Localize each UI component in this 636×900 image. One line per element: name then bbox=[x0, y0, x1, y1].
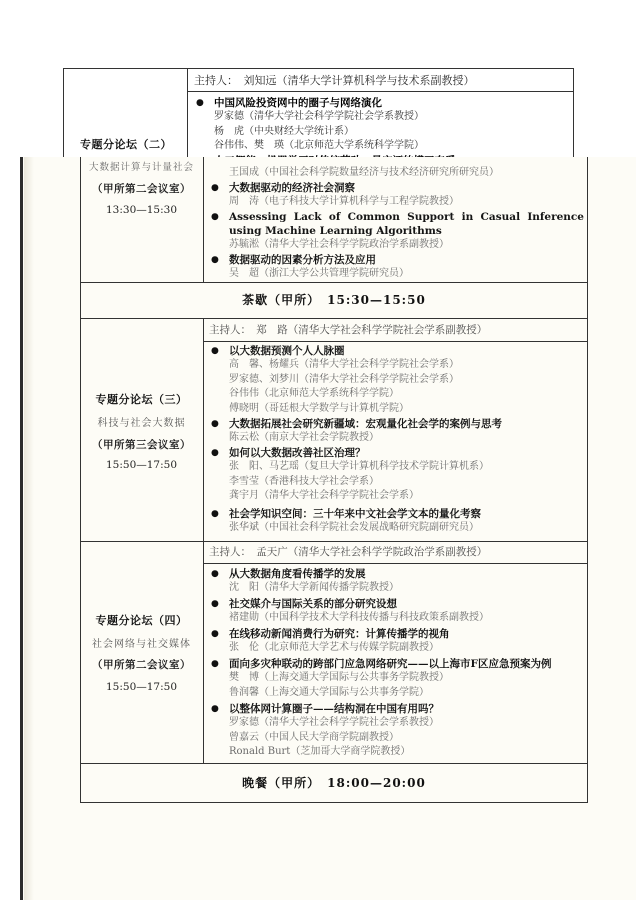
talk-speaker: 张 伦（北京师范大学艺术与传媒学院副教授） bbox=[229, 642, 439, 653]
rear-talk-speaker: 杨 虎（中央财经大学统计系） bbox=[214, 125, 354, 137]
talk-title: ● 数据驱动的因素分析方法及应用 bbox=[209, 253, 584, 267]
talk-title: ● 从大数据角度看传播学的发展 bbox=[209, 567, 584, 581]
tea-break-row: 茶歇（甲所） 15:30—15:50 bbox=[242, 293, 426, 307]
talk-speaker: 谷伟伟（北京师范大学系统科学学院） bbox=[229, 388, 399, 399]
forum2-talk bbox=[209, 166, 584, 181]
forum3-right-cell bbox=[203, 318, 588, 541]
talk-speaker: 罗家德、刘梦川（清华大学社会科学学院社会学系） bbox=[229, 373, 459, 385]
forum2-talk bbox=[209, 210, 584, 253]
forum4-talk bbox=[209, 627, 584, 656]
forum3-left-cell bbox=[80, 318, 203, 541]
rear-host-line: 主持人： 刘知远（清华大学计算机科学与技术系副教授） bbox=[188, 69, 573, 92]
rear-talk bbox=[194, 96, 569, 167]
dinner-row: 晚餐（甲所） 18:00—20:00 bbox=[242, 776, 426, 790]
talk-title: ● 社会学知识空间：三十年来中文社会学文本的量化考察 bbox=[209, 507, 584, 521]
forum2-room: （甲所第二会议室） bbox=[92, 183, 191, 195]
forum2-left-cell bbox=[80, 157, 203, 282]
rear-talk-speaker: 谷伟伟、樊 瑛（北京师范大学系统科学学院） bbox=[214, 140, 424, 151]
talk-speaker: 沈 阳（清华大学新闻传播学院教授） bbox=[229, 582, 399, 593]
talk-speaker: 龚宇月（清华大学社会科学学院社会学系） bbox=[229, 490, 419, 501]
rear-talk-title: ● 中国风险投资网中的圈子与网络演化 bbox=[194, 96, 569, 110]
forum2-talk bbox=[209, 253, 584, 282]
talk-speaker: Ronald Burt（芝加哥大学商学院教授） bbox=[229, 746, 411, 757]
talk-title: ● 面向多灾种联动的跨部门应急网络研究——以上海市F区应急预案为例 bbox=[209, 657, 584, 671]
page-shadow bbox=[24, 157, 34, 900]
forum3-talk bbox=[209, 344, 584, 416]
forum3-talk bbox=[209, 417, 584, 446]
talk-speaker: 罗家德（清华大学社会科学学院社会学系教授） bbox=[229, 717, 439, 728]
talk-speaker: 曾嘉云（中国人民大学商学院副教授） bbox=[229, 731, 399, 743]
forum4-talk bbox=[209, 597, 584, 626]
talk-speaker: 樊 博（上海交通大学国际与公共事务学院教授） bbox=[229, 672, 449, 683]
forum3-host: 主持人： 郑 路（清华大学社会科学学院社会学系副教授） bbox=[209, 324, 488, 336]
forum4-title: 专题分论坛（四） bbox=[95, 614, 188, 627]
forum3-subtitle: 科技与社会大数据 bbox=[97, 418, 186, 429]
talk-title: ● 大数据拓展社会研究新疆域：宏观量化社会学的案例与思考 bbox=[209, 417, 584, 431]
forum4-subtitle: 社会网络与社交媒体 bbox=[92, 639, 191, 650]
rear-forum-title: 专题分论坛（二） bbox=[80, 138, 172, 151]
talk-speaker: 周 涛（电子科技大学计算机科学与工程学院教授） bbox=[229, 196, 459, 207]
talk-speaker: 陈云松（南京大学社会学院教授） bbox=[229, 432, 379, 443]
forum4-host: 主持人： 孟天广（清华大学社会科学学院政治学系副教授） bbox=[209, 546, 488, 558]
talk-title: ● 以大数据预测个人人脉圈 bbox=[209, 344, 584, 358]
forum4-left-cell bbox=[80, 541, 203, 763]
forum3-talk bbox=[209, 507, 584, 536]
forum4-right-cell bbox=[203, 541, 588, 763]
talk-title: ● 大数据驱动的经济社会洞察 bbox=[209, 181, 584, 195]
talk-title: ● 社交媒介与国际关系的部分研究设想 bbox=[209, 597, 584, 611]
forum4-talk bbox=[209, 702, 584, 760]
forum3-time: 15:50—17:50 bbox=[105, 459, 178, 471]
forum4-talk bbox=[209, 657, 584, 700]
talk-speaker: 王国成（中国社会科学院数量经济与技术经济研究所研究员） bbox=[229, 167, 499, 178]
talk-speaker: 傅晓明（哥廷根大学数学与计算机学院） bbox=[229, 402, 409, 414]
talk-title: ● Assessing Lack of Common Support in Casual Inference using Machine Learning Algorithms bbox=[209, 210, 584, 238]
forum2-subtitle: 大数据计算与计量社会 bbox=[88, 162, 194, 173]
talk-title: ● 以整体网计算圈子——结构洞在中国有用吗？ bbox=[209, 702, 584, 716]
forum3-talk bbox=[209, 446, 584, 504]
talk-speaker: 高 馨、杨耀兵（清华大学社会科学学院社会学系） bbox=[229, 359, 459, 370]
forum2-talk bbox=[209, 181, 584, 210]
forum4-talk bbox=[209, 567, 584, 596]
talk-speaker: 苏毓淞（清华大学社会科学学院政治学系副教授） bbox=[229, 239, 449, 250]
talk-speaker: 李雪莹（香港科技大学社会学系） bbox=[229, 475, 379, 487]
host-divider bbox=[203, 563, 588, 564]
forum4-time: 15:50—17:50 bbox=[105, 681, 178, 693]
talk-speaker: 张 阳、马艺瑶（复旦大学计算机科学技术学院计算机系） bbox=[229, 461, 489, 472]
talk-title: ● 在线移动新闻消费行为研究：计算传播学的视角 bbox=[209, 627, 584, 641]
talk-title: ● 如何以大数据改善社区治理？ bbox=[209, 446, 584, 460]
talk-speaker: 鲁润馨（上海交通大学国际与公共事务学院） bbox=[229, 686, 429, 698]
forum3-title: 专题分论坛（三） bbox=[95, 393, 188, 406]
forum4-room: （甲所第二会议室） bbox=[92, 659, 191, 671]
forum3-room: （甲所第三会议室） bbox=[92, 439, 191, 451]
forum2-right-cell bbox=[203, 157, 588, 282]
talk-speaker: 褚建勋（中国科学技术大学科技传播与科技政策系副教授） bbox=[229, 612, 489, 623]
rear-talk-speaker: 罗家德（清华大学社会科学学院社会学系教授） bbox=[214, 111, 424, 122]
forum2-time: 13:30—15:30 bbox=[105, 204, 178, 216]
talk-speaker: 张华斌（中国社会科学院社会发展战略研究院副研究员） bbox=[229, 522, 479, 533]
talk-speaker: 吴 超（浙江大学公共管理学院研究员） bbox=[229, 268, 409, 279]
host-divider bbox=[203, 341, 588, 342]
